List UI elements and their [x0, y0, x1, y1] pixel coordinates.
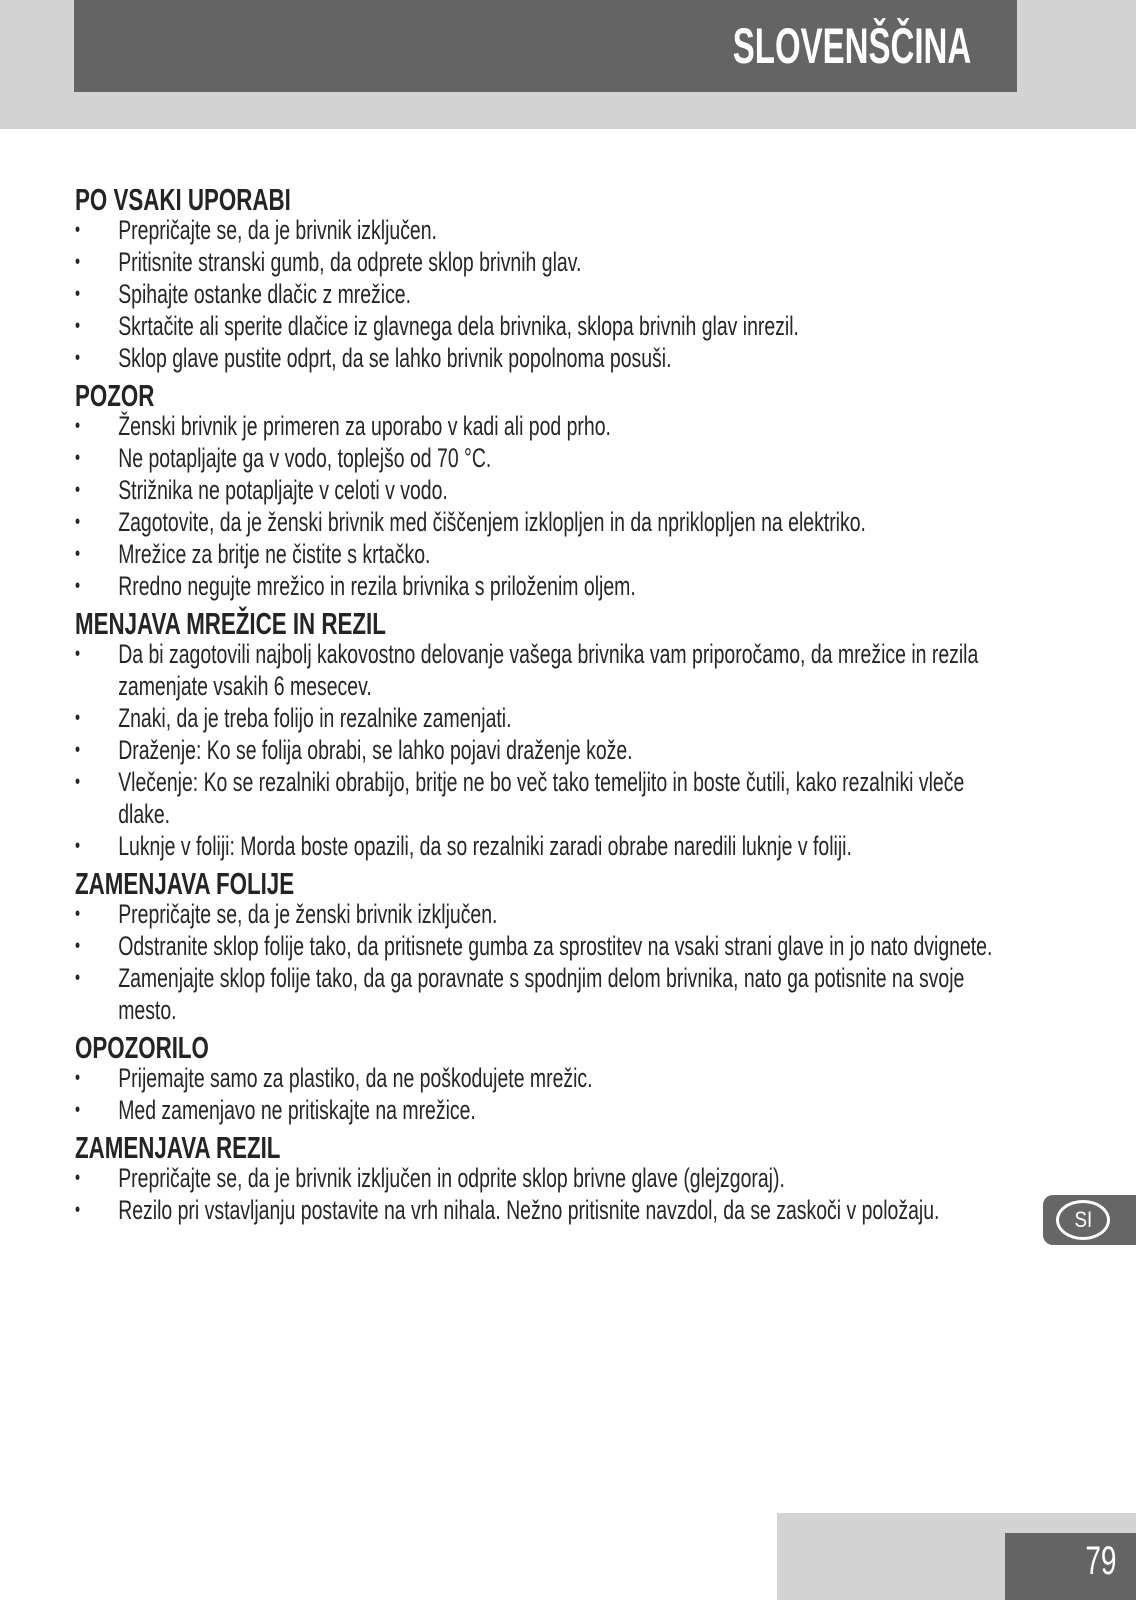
bullet-icon: • — [75, 347, 81, 369]
list-item-text: Mrežice za britje ne čistite s krtačko. — [118, 539, 431, 569]
list-item-text: Odstranite sklop folije tako, da pritisnete gumba za sprostitev na vsaki strani glave in jo nato dvignete. — [118, 931, 993, 961]
list-item-text: Prijemajte samo za plastiko, da ne poškodujete mrežic. — [118, 1063, 593, 1093]
bullet-icon: • — [75, 1167, 81, 1189]
list-item — [75, 570, 1015, 602]
list-item — [75, 1162, 1015, 1194]
section-zamenjava-rezil — [75, 1130, 1015, 1226]
bullet-list — [75, 898, 1015, 1026]
page-number: 79 — [1084, 1539, 1116, 1583]
bullet-icon: • — [75, 771, 81, 793]
list-item-text: Rezilo pri vstavljanju postavite na vrh nihala. Nežno pritisnite navzdol, da se zaskoči v položaju. — [118, 1195, 940, 1225]
bullet-icon: • — [75, 967, 81, 989]
list-item-text: Ženski brivnik je primeren za uporabo v kadi ali pod prho. — [118, 411, 611, 441]
list-item — [75, 410, 1015, 442]
manual-content — [75, 182, 1015, 1226]
list-item — [75, 442, 1015, 474]
list-item — [75, 930, 1015, 962]
bullet-icon: • — [75, 543, 81, 565]
list-item — [75, 474, 1015, 506]
bullet-list — [75, 410, 1015, 602]
footer-bar — [777, 1513, 1136, 1600]
list-item — [75, 638, 1015, 702]
section-heading: ZAMENJAVA FOLIJE — [75, 866, 295, 901]
list-item — [75, 246, 1015, 278]
list-item-text: Draženje: Ko se folija obrabi, se lahko pojavi draženje kože. — [118, 735, 633, 765]
list-item — [75, 830, 1015, 862]
list-item — [75, 342, 1015, 374]
bullet-icon: • — [75, 835, 81, 857]
bullet-icon: • — [75, 903, 81, 925]
list-item — [75, 278, 1015, 310]
list-item — [75, 310, 1015, 342]
bullet-icon: • — [75, 739, 81, 761]
section-heading: POZOR — [75, 378, 155, 413]
bullet-icon: • — [75, 415, 81, 437]
language-badge-label: SI — [1074, 1207, 1092, 1232]
list-item-text: Med zamenjavo ne pritiskajte na mrežice. — [118, 1095, 476, 1125]
list-item-text: Zamenjajte sklop folije tako, da ga poravnate s spodnjim delom brivnika, nato ga potisnite na svoje mesto. — [118, 963, 965, 1025]
page-number-box — [1005, 1533, 1136, 1600]
list-item — [75, 734, 1015, 766]
bullet-icon: • — [75, 1099, 81, 1121]
list-item-text: Strižnika ne potapljajte v celoti v vodo. — [118, 475, 448, 505]
section-heading: PO VSAKI UPORABI — [75, 182, 291, 217]
section-pozor — [75, 378, 1015, 602]
list-item — [75, 702, 1015, 734]
bullet-list — [75, 638, 1015, 862]
section-zamenjava-folije — [75, 866, 1015, 1026]
bullet-list — [75, 1062, 1015, 1126]
list-item-text: Ne potapljajte ga v vodo, toplejšo od 70 °C. — [118, 443, 492, 473]
language-badge — [1043, 1195, 1136, 1245]
si-oval-icon — [1056, 1200, 1110, 1240]
bullet-icon: • — [75, 283, 81, 305]
list-item — [75, 1094, 1015, 1126]
list-item — [75, 538, 1015, 570]
bullet-icon: • — [75, 643, 81, 665]
bullet-icon: • — [75, 935, 81, 957]
bullet-list — [75, 214, 1015, 374]
list-item-text: Vlečenje: Ko se rezalniki obrabijo, britje ne bo več tako temeljito in boste čutili, kako rezalniki vleče dlake. — [118, 767, 965, 829]
list-item-text: Sklop glave pustite odprt, da se lahko brivnik popolnoma posuši. — [118, 343, 672, 373]
list-item-text: Luknje v foliji: Morda boste opazili, da so rezalniki zaradi obrabe naredili luknje v foliji. — [118, 831, 852, 861]
list-item-text: Prepričajte se, da je brivnik izključen. — [118, 215, 437, 245]
section-po-vsaki-uporabi — [75, 182, 1015, 374]
language-header-bar — [74, 0, 1017, 92]
bullet-icon: • — [75, 1199, 81, 1221]
bullet-list — [75, 1162, 1015, 1226]
list-item-text: Rredno negujte mrežico in rezila brivnika s priloženim oljem. — [118, 571, 636, 601]
list-item — [75, 1194, 1015, 1226]
bullet-icon: • — [75, 315, 81, 337]
bullet-icon: • — [75, 479, 81, 501]
section-opozorilo — [75, 1030, 1015, 1126]
section-heading: ZAMENJAVA REZIL — [75, 1130, 281, 1165]
bullet-icon: • — [75, 511, 81, 533]
section-heading: OPOZORILO — [75, 1030, 209, 1065]
bullet-icon: • — [75, 447, 81, 469]
top-band — [0, 0, 1136, 129]
list-item — [75, 898, 1015, 930]
list-item — [75, 962, 1015, 1026]
bullet-icon: • — [75, 251, 81, 273]
bullet-icon: • — [75, 575, 81, 597]
list-item — [75, 766, 1015, 830]
bullet-icon: • — [75, 219, 81, 241]
list-item-text: Da bi zagotovili najbolj kakovostno delovanje vašega brivnika vam priporočamo, da mrežice in rezila zamenjate vsakih 6 mesecev. — [118, 639, 979, 701]
section-menjava-mrezice-in-rezil — [75, 606, 1015, 862]
list-item-text: Zagotovite, da je ženski brivnik med čiščenjem izklopljen in da npriklopljen na elektriko. — [118, 507, 866, 537]
list-item-text: Spihajte ostanke dlačic z mrežice. — [118, 279, 412, 309]
list-item-text: Pritisnite stranski gumb, da odprete sklop brivnih glav. — [118, 247, 582, 277]
page-title: SLOVENŠČINA — [732, 18, 971, 74]
list-item-text: Prepričajte se, da je brivnik izključen in odprite sklop brivne glave (glejzgoraj). — [118, 1163, 785, 1193]
list-item-text: Prepričajte se, da je ženski brivnik izključen. — [118, 899, 498, 929]
manual-content-inner — [75, 182, 1015, 1226]
list-item-text: Skrtačite ali sperite dlačice iz glavnega dela brivnika, sklopa brivnih glav inrezil. — [118, 311, 799, 341]
section-heading: MENJAVA MREŽICE IN REZIL — [75, 606, 386, 641]
bullet-icon: • — [75, 707, 81, 729]
list-item-text: Znaki, da je treba folijo in rezalnike zamenjati. — [118, 703, 512, 733]
bullet-icon: • — [75, 1067, 81, 1089]
list-item — [75, 1062, 1015, 1094]
list-item — [75, 506, 1015, 538]
list-item — [75, 214, 1015, 246]
